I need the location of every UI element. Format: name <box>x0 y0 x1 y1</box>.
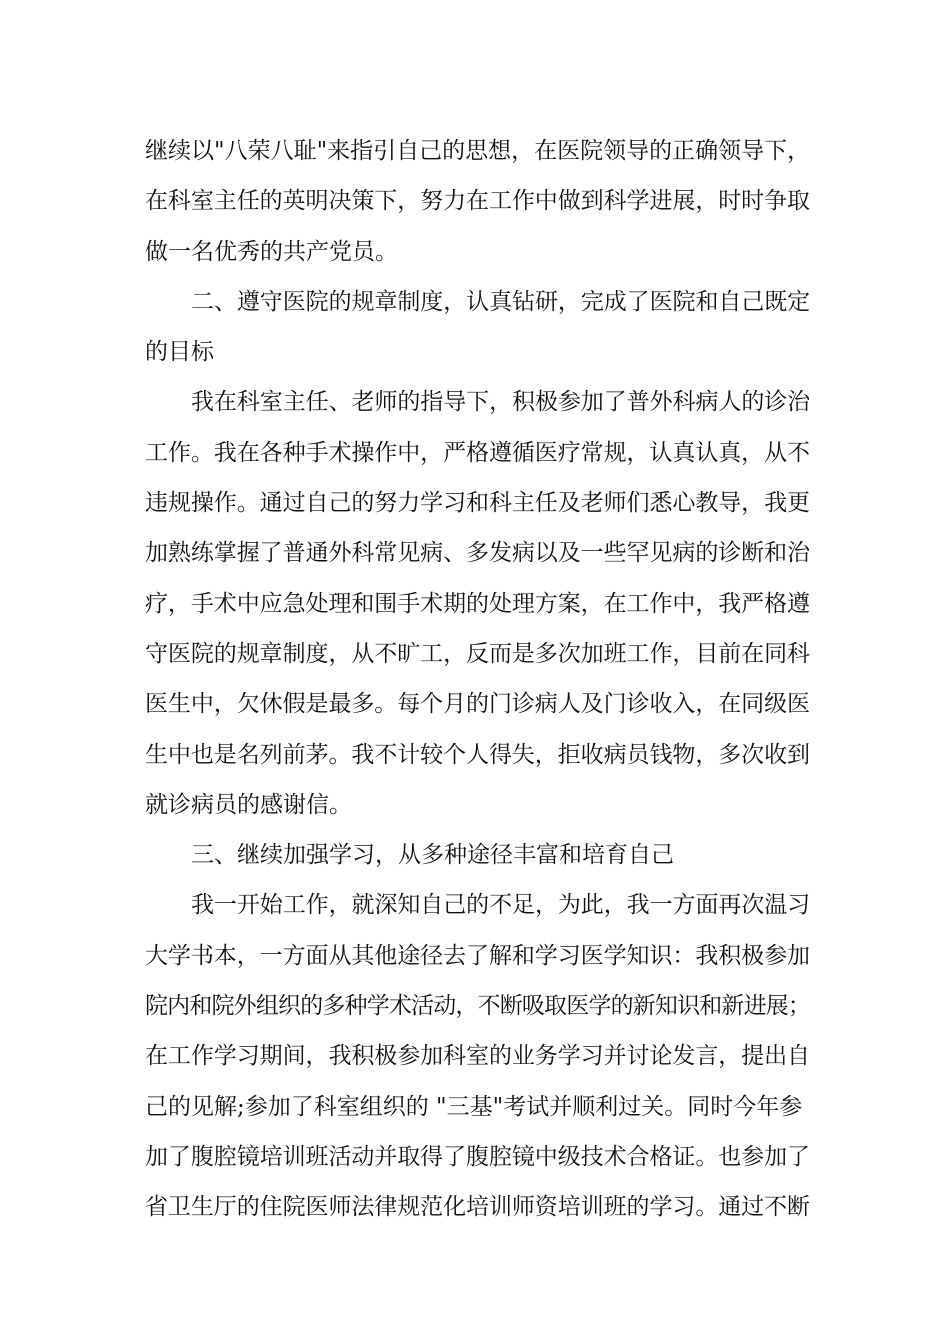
text-line: 省卫生厅的住院医师法律规范化培训师资培训班的学习。通过不断 <box>145 1194 810 1221</box>
text-line: 守医院的规章制度，从不旷工，反而是多次加班工作，目前在同科 <box>145 640 810 667</box>
text-line: 加了腹腔镜培训班活动并取得了腹腔镜中级技术合格证。也参加了 <box>145 1143 810 1170</box>
text-line: 疗，手术中应急处理和围手术期的处理方案，在工作中，我严格遵 <box>145 590 810 617</box>
body-text <box>145 126 810 1233</box>
text-line: 就诊病员的感谢信。 <box>145 791 352 818</box>
text-line: 在工作学习期间，我积极参加科室的业务学习并讨论发言，提出自 <box>145 1043 810 1070</box>
text-line: 二、遵守医院的规章制度，认真钻研，完成了医院和自己既定 <box>191 288 810 315</box>
text-line: 继续以"八荣八耻"来指引自己的思想，在医院领导的正确领导下， <box>145 138 810 164</box>
text-line: 我一开始工作，就深知自己的不足，为此，我一方面再次温习 <box>191 892 810 919</box>
text-line: 工作。我在各种手术操作中，严格遵循医疗常规，认真认真，从不 <box>145 439 810 466</box>
text-line: 大学书本，一方面从其他途径去了解和学习医学知识：我积极参加 <box>145 942 810 969</box>
text-line: 己的见解;参加了科室组织的 "三基"考试并顺利过关。同时今年参 <box>145 1093 803 1120</box>
text-line: 我在科室主任、老师的指导下，积极参加了普外科病人的诊治 <box>191 389 810 416</box>
text-line: 的目标 <box>145 339 214 366</box>
text-line: 做一名优秀的共产党员。 <box>145 238 398 265</box>
text-line: 生中也是名列前茅。我不计较个人得失，拒收病员钱物，多次收到 <box>145 741 810 768</box>
text-line: 医生中，欠休假是最多。每个月的门诊病人及门诊收入，在同级医 <box>145 691 810 718</box>
text-line: 院内和院外组织的多种学术活动，不断吸取医学的新知识和新进展； <box>145 993 810 1020</box>
text-line: 在科室主任的英明决策下，努力在工作中做到科学进展，时时争取 <box>145 188 810 215</box>
text-line: 加熟练掌握了普通外科常见病、多发病以及一些罕见病的诊断和治 <box>145 540 810 567</box>
text-line: 三、继续加强学习，从多种途径丰富和培育自己 <box>191 842 674 869</box>
text-line: 违规操作。通过自己的努力学习和科主任及老师们悉心教导，我更 <box>145 490 810 517</box>
